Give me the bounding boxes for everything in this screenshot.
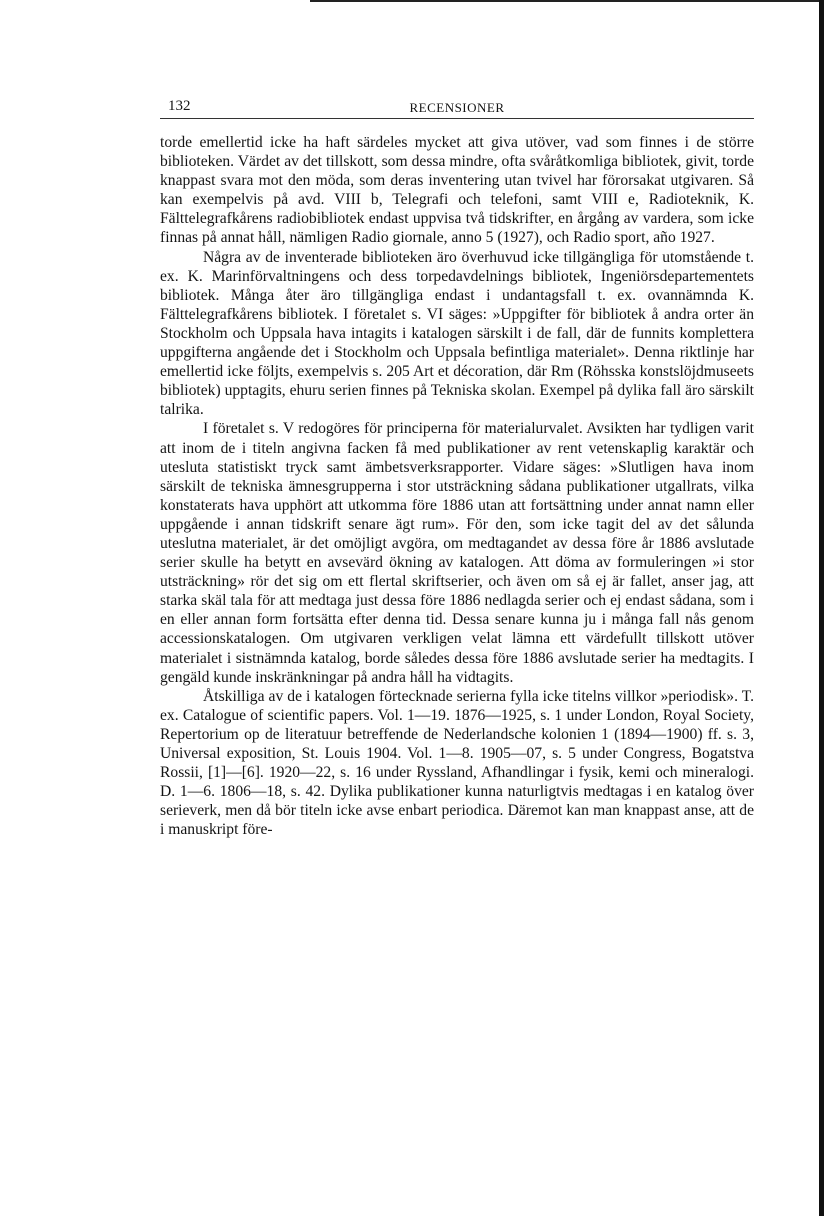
running-title: RECENSIONER — [409, 100, 505, 115]
page-header — [160, 96, 754, 119]
paragraph-continuation: torde emellertid icke ha haft särdeles mycket att giva utöver, vad som finnes i de större biblioteken. Värdet av det tillskott, som dessa mindre, ofta svåråtkomliga bibliotek, givit, torde knappast svara mot den möda, som deras inventering utan tvivel har förorsakat utgivaren. Så kan exempelvis på avd. VIII b, Telegrafi och telefoni, samt VIII e, Radioteknik, K. Fälttelegrafkårens radiobibliotek endast uppvisa två tidskrifter, en årgång av vardera, som icke finnas på annat håll, nämligen Radio giornale, anno 5 (1927), och Radio sport, año 1927. — [160, 134, 754, 247]
scan-top-edge — [310, 0, 824, 2]
scan-right-edge — [819, 0, 824, 1216]
paragraph-material-selection: I företalet s. V redogöres för principerna för materialurvalet. Avsikten har tydligen varit att inom de i titeln angivna facken få med publikationer av rent vetenskaplig karaktär och utesluta statistiskt tryck samt ämbetsverksrapporter. Vidare säges: »Slutligen hava inom särskilt de tekniska ämnesgrupperna i stor utsträckning sådana publikationer utgallrats, vilka konstaterats hava upphört att utkomma före 1886 utan att fortsättning under annat namn eller uppgående i annan tidskrift senare ägt rum». För den, som icke tagit del av det sålunda uteslutna materialet, är det omöjligt avgöra, om medtagandet av dessa före år 1886 avslutade serier skulle ha betytt en avsevärd ökning av katalogen. Att döma av formuleringen »i stor utsträckning» rör det sig om ett flertal skriftserier, och även om så ej är fallet, anser jag, att starka skäl tala för att medtaga just dessa före 1886 nedlagda serier och ej endast sådana, som i en eller annan form fortsätta efter denna tid. Dessa senare kunna ju i många fall nås genom accessionskatalogen. Om utgivaren verkligen velat lämna ett värdefullt tillskott utöver materialet i sistnämnda katalog, borde således dessa före 1886 avslutade serier ha medtagits. I gengäld kunde inskränkningar på andra håll ha vidtagits. — [160, 420, 754, 686]
page-body — [160, 133, 754, 839]
page-number: 132 — [168, 98, 191, 114]
page — [160, 96, 754, 839]
paragraph-non-periodical-series: Åtskilliga av de i katalogen förtecknade serierna fylla icke titelns villkor »periodisk». T. ex. Catalogue of scientific papers. Vol. 1—19. 1876—1925, s. 1 under London, Royal Society, Repertorium op de literatuur betreffende de Nederlandsche kolonien 1 (1894—1900) ff. s. 3, Universal exposition, St. Louis 1904. Vol. 1—8. 1905—07, s. 5 under Congress, Bogatstva Rossii, [1]—[6]. 1920—22, s. 16 under Ryssland, Afhandlingar i fysik, kemi och mineralogi. D. 1—6. 1806—18, s. 42. Dylika publikationer kunna naturligtvis medtagas i en katalog över serieverk, men då bör titeln icke avse enbart periodica. Däremot kan man knappast anse, att de i manuskript före- — [160, 687, 754, 839]
paragraph-inaccessible-libraries: Några av de inventerade biblioteken äro överhuvud icke tillgängliga för utomstående t. ex. K. Marinförvaltningens och dess torpedavdelnings bibliotek, Ingeniörsdepartementets bibliotek. Många åter äro tillgängliga endast i undantagsfall t. ex. ovannämnda K. Fälttelegrafkårens bibliotek. I företalet s. VI säges: »Uppgifter för bibliotek å andra orter än Stockholm och Uppsala hava intagits i katalogen särskilt i de fall, där de funnits komplettera uppgifterna angående det i Stockholm och Uppsala befintliga materialet». Denna riktlinje har emellertid icke följts, exempelvis s. 205 Art et décoration, där Rm (Röhsska konstslöjdmuseets bibliotek) upptagits, ehuru serien finnes på Tekniska skolan. Exempel på dylika fall äro särskilt talrika. — [160, 248, 754, 419]
